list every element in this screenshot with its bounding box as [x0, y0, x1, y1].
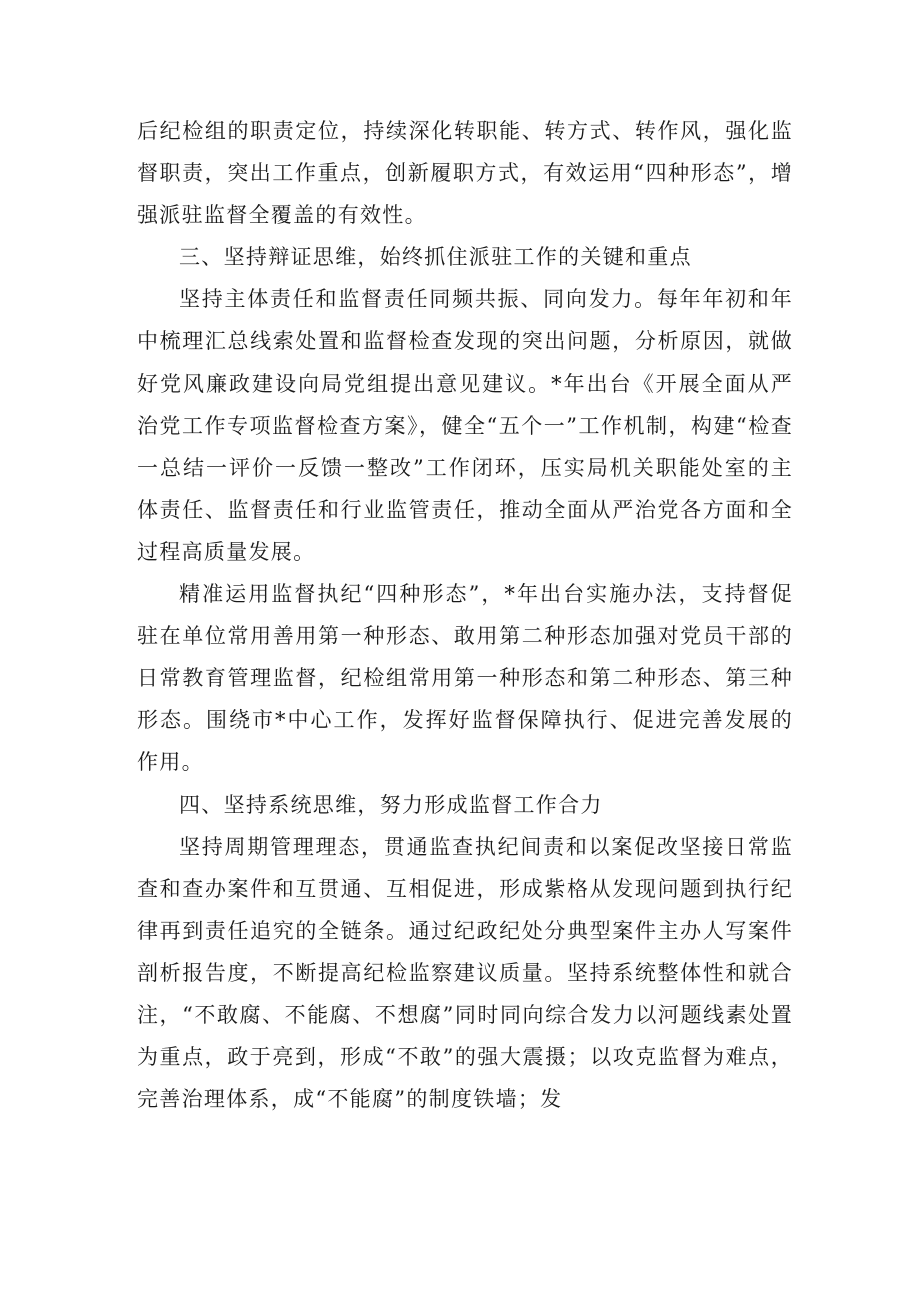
section-heading-4: 四、坚持系统思维，努力形成监督工作合力 — [179, 792, 603, 817]
paragraph-four-forms: 精准运用监督执纪“四种形态”，*年出台实施办法，支持督促驻在单位常用善用第一种形态、敢用第二种形态加强对党员干部的日常教育管理监督，纪检组常用第一种形态和第二种形态、第三种形态。围绕市*中心工作，发挥好监督保障执行、促进完善发展的作用。 — [137, 582, 793, 775]
paragraph-responsibility: 坚持主体责任和监督责任同频共振、同向发力。每年年初和年中梳理汇总线索处置和监督检查发现的突出问题，分析原因，就做好党风廉政建设向局党组提出意见建议。*年出台《开展全面从严治党工作专项监督检查方案》，健全“五个一”工作机制，构建“检查一总结一评价一反馈一整改”工作闭环，压实局机关职能处室的主体责任、监督责任和行业监管责任，推动全面从严治党各方面和全过程高质量发展。 — [137, 287, 793, 564]
section-heading-3: 三、坚持辩证思维，始终抓住派驻工作的关键和重点 — [179, 245, 692, 270]
paragraph-system-thinking: 坚持周期管理理态，贯通监查执纪间责和以案促改坚接日常监查和查办案件和互贯通、互相促进，形成紫格从发现问题到执行纪律再到责任追究的全链条。通过纪政纪处分典型案件主办人写案件剖析报告度，不断提高纪检监察建议质量。坚持系统整体性和就合注，“不敢腐、不能腐、不想腐”同时同向综合发力以河题线素处置为重点，政于亮到，形成“不敢”的强大震摄；以攻克监督为难点，完善治理体系，成“不能腐”的制度铁墙；发 — [137, 834, 793, 1112]
document-body — [137, 110, 793, 1120]
paragraph-continuation: 后纪检组的职责定位，持续深化转职能、转方式、转作风，强化监督职责，突出工作重点，创新履职方式，有效运用“四种形态”，增强派驻监督全覆盖的有效性。 — [137, 119, 793, 228]
